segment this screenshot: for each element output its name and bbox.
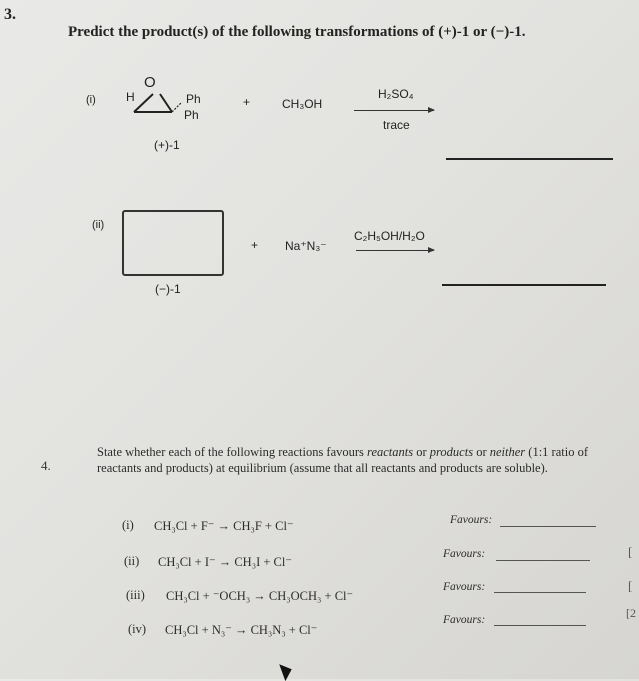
question-3-number: 3. bbox=[4, 6, 16, 23]
epoxide-structure bbox=[122, 78, 222, 126]
favours-answer-line-iv[interactable] bbox=[494, 625, 586, 626]
margin-mark-2: [ bbox=[628, 578, 633, 593]
reaction-arrow-i bbox=[354, 110, 434, 111]
structure-drawing-box[interactable] bbox=[122, 210, 224, 276]
part-ii-label: (ii) bbox=[92, 219, 105, 231]
plus-sign-i: + bbox=[243, 95, 251, 109]
margin-mark-3: [2 bbox=[626, 606, 636, 620]
reaction-label-iii: (iii) bbox=[126, 588, 145, 602]
answer-line-i[interactable] bbox=[446, 158, 613, 160]
reaction-arrow-ii bbox=[356, 250, 434, 251]
structure-ph1-label: Ph bbox=[186, 92, 201, 106]
favours-answer-line-ii[interactable] bbox=[496, 560, 590, 561]
question-4-prompt: State whether each of the following reactions favours reactants or products or neither (1:1 ratio of reactants and products) at equilibrium (assume that all reactants and products are soluble). bbox=[97, 445, 589, 475]
mouse-cursor-icon bbox=[279, 661, 295, 681]
margin-mark-1: [ bbox=[628, 544, 633, 559]
favours-label-i: Favours: bbox=[450, 514, 493, 526]
structure-o-label: O bbox=[144, 74, 156, 91]
compound-plus-1-label: (+)-1 bbox=[154, 138, 180, 152]
plus-sign-ii: + bbox=[251, 238, 259, 252]
favours-label-ii: Favours: bbox=[443, 548, 486, 560]
favours-label-iv: Favours: bbox=[443, 614, 486, 626]
favours-label-iii: Favours: bbox=[443, 581, 486, 593]
part-i-label: (i) bbox=[86, 94, 96, 106]
condition-trace: trace bbox=[383, 118, 410, 132]
question-3-prompt: Predict the product(s) of the following transformations of (+)-1 or (−)-1. bbox=[68, 24, 526, 40]
reaction-equation-i: CH₃Cl + F⁻ → CH₃F + Cl⁻ bbox=[154, 519, 294, 533]
reaction-label-i: (i) bbox=[122, 518, 134, 532]
compound-minus-1-label: (−)-1 bbox=[155, 282, 181, 296]
structure-ph2-label: Ph bbox=[184, 108, 199, 122]
favours-answer-line-i[interactable] bbox=[500, 526, 596, 527]
question-4-number: 4. bbox=[41, 458, 51, 473]
reagent-sodium-azide: Na⁺N₃⁻ bbox=[285, 239, 327, 253]
reaction-equation-ii: CH₃Cl + I⁻ → CH₃I + Cl⁻ bbox=[158, 555, 292, 569]
answer-line-ii[interactable] bbox=[442, 284, 606, 286]
solvent-ethanol-water: C₂H₅OH/H₂O bbox=[354, 229, 425, 243]
reaction-label-ii: (ii) bbox=[124, 554, 140, 568]
structure-h-label: H bbox=[126, 90, 135, 104]
reaction-equation-iv: CH₃Cl + N₃⁻ → CH₃N₃ + Cl⁻ bbox=[165, 623, 318, 637]
reagent-methanol: CH₃OH bbox=[282, 97, 323, 111]
reaction-label-iv: (iv) bbox=[128, 622, 147, 636]
reaction-equation-iii: CH₃Cl + ⁻OCH₃ → CH₃OCH₃ + Cl⁻ bbox=[166, 589, 354, 603]
favours-answer-line-iii[interactable] bbox=[494, 592, 586, 593]
catalyst-h2so4: H₂SO₄ bbox=[378, 87, 414, 101]
